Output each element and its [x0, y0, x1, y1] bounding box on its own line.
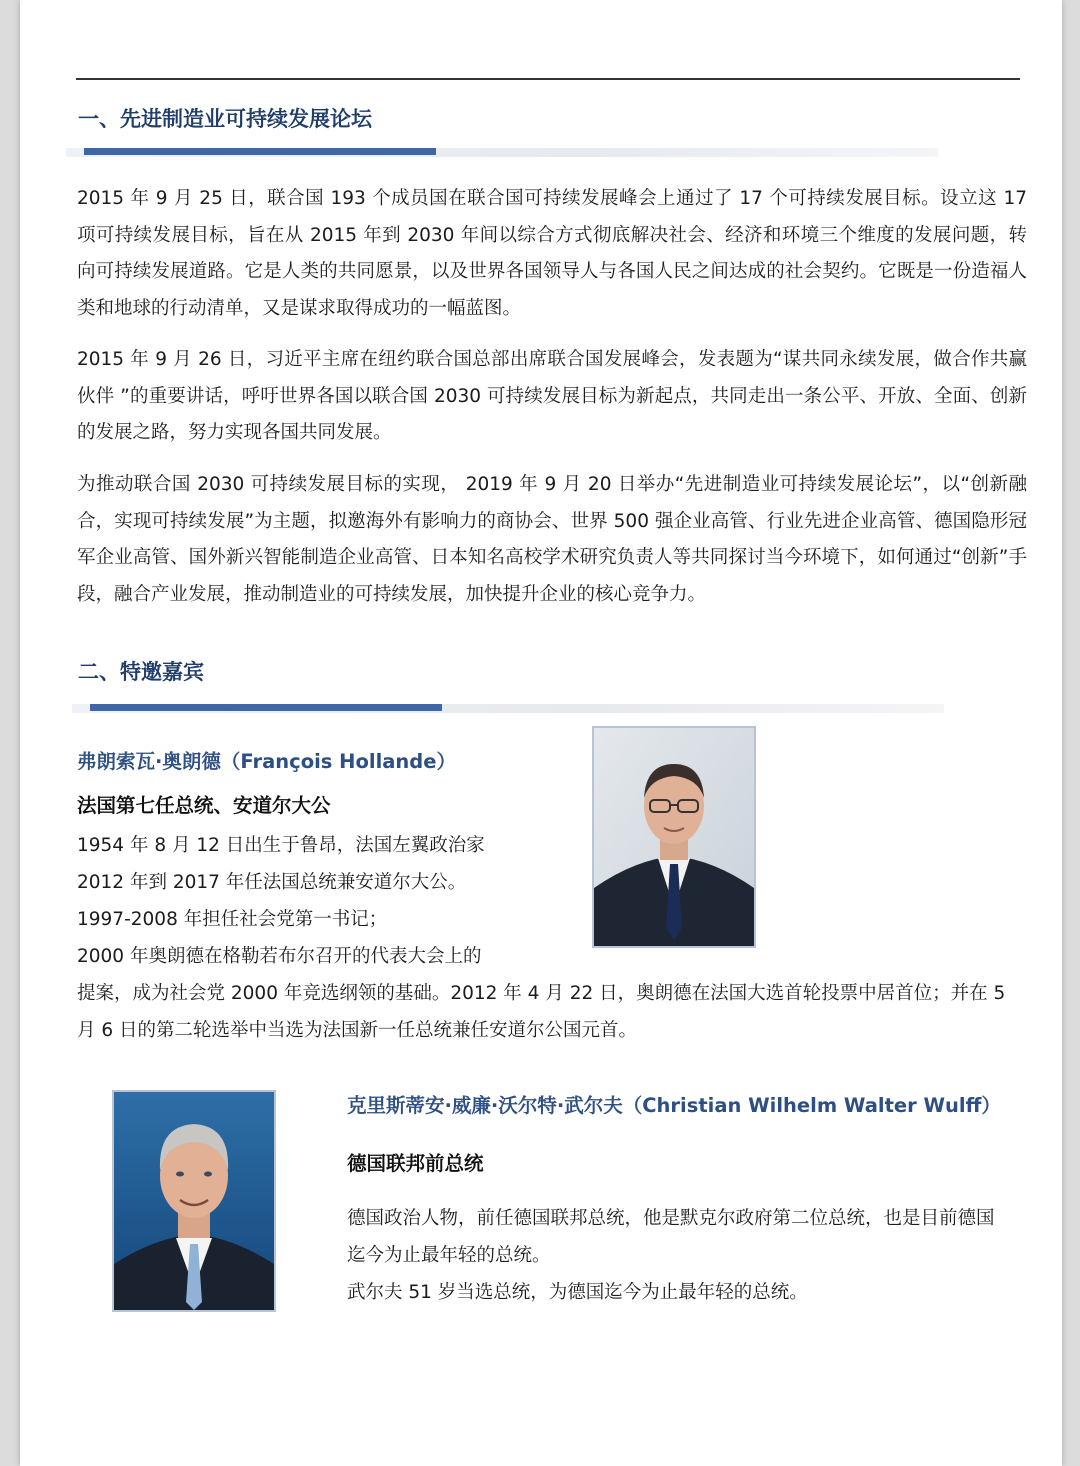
guest2-name: 克里斯蒂安·威廉·沃尔特·武尔夫（Christian Wilhelm Walter Wulff）	[347, 1094, 1001, 1117]
guest1-name: 弗朗索瓦·奥朗德（François Hollande）	[77, 750, 456, 773]
guest1-line-3: 1997-2008 年担任社会党第一书记；	[77, 909, 388, 930]
guest1-line-5: 提案，成为社会党 2000 年竞选纲领的基础。2012 年 4 月 22 日，奥朗德在法国大选首轮投票中居首位；并在 5	[77, 983, 1006, 1004]
section2-accent-bar	[90, 704, 442, 711]
guest1-line-4: 2000 年奥朗德在格勒若布尔召开的代表大会上的	[77, 946, 482, 967]
guest1-role: 法国第七任总统、安道尔大公	[77, 794, 331, 817]
guest2-line-1: 德国政治人物，前任德国联邦总统，他是默克尔政府第二位总统，也是目前德国	[347, 1208, 995, 1229]
guest2-portrait-image	[114, 1092, 274, 1310]
guest1-portrait	[592, 726, 756, 948]
guest2-line-2: 迄今为止最年轻的总统。	[347, 1245, 551, 1266]
guest2-portrait	[112, 1090, 276, 1312]
guest1-line-6: 月 6 日的第二轮选举中当选为法国新一任总统兼任安道尔公国元首。	[77, 1020, 638, 1041]
guest2-role: 德国联邦前总统	[347, 1152, 484, 1175]
section1-title: 一、先进制造业可持续发展论坛	[78, 107, 372, 131]
section1-paragraph-1: 2015 年 9 月 25 日，联合国 193 个成员国在联合国可持续发展峰会上通过了 17 个可持续发展目标。设立这 17 项可持续发展目标，旨在从 2015 年到 2030 年间以综合方式彻底解决社会、经济和环境三个维度的发展问题，转向可持续发展道路。它是人类的共同愿景，以及世界各国领导人与各国人民之间达成的社会契约。它既是一份造福人类和地球的行动清单，又是谋求取得成功的一幅蓝图。	[77, 188, 1027, 319]
section2-title-bar	[72, 704, 944, 713]
section1-accent-bar	[84, 148, 436, 155]
guest1-line-2: 2012 年到 2017 年任法国总统兼安道尔大公。	[77, 872, 467, 893]
guest1-line-1: 1954 年 8 月 12 日出生于鲁昂，法国左翼政治家	[77, 835, 485, 856]
guest2-line-3: 武尔夫 51 岁当选总统，为德国迄今为止最年轻的总统。	[347, 1282, 808, 1303]
guest1-portrait-image	[594, 728, 754, 946]
top-divider	[76, 78, 1020, 80]
section1-paragraph-3: 为推动联合国 2030 可持续发展目标的实现， 2019 年 9 月 20 日举办“先进制造业可持续发展论坛”，以“创新融合，实现可持续发展”为主题，拟邀海外有影响力的商协会、世界 500 强企业高管、行业先进企业高管、德国隐形冠军企业高管、国外新兴智能制造企业高管、日本知名高校学术研究负责人等共同探讨当今环境下，如何通过“创新”手段，融合产业发展，推动制造业的可持续发展，加快提升企业的核心竞争力。	[77, 474, 1027, 605]
section2-title: 二、特邀嘉宾	[78, 660, 204, 684]
section1-title-bar	[66, 148, 938, 157]
section1-paragraph-2: 2015 年 9 月 26 日，习近平主席在纽约联合国总部出席联合国发展峰会，发表题为“谋共同永续发展，做合作共赢伙伴 ”的重要讲话，呼吁世界各国以联合国 2030 可持续发展目标为新起点，共同走出一条公平、开放、全面、创新的发展之路，努力实现各国共同发展。	[77, 349, 1027, 443]
document-page	[20, 0, 1062, 1466]
